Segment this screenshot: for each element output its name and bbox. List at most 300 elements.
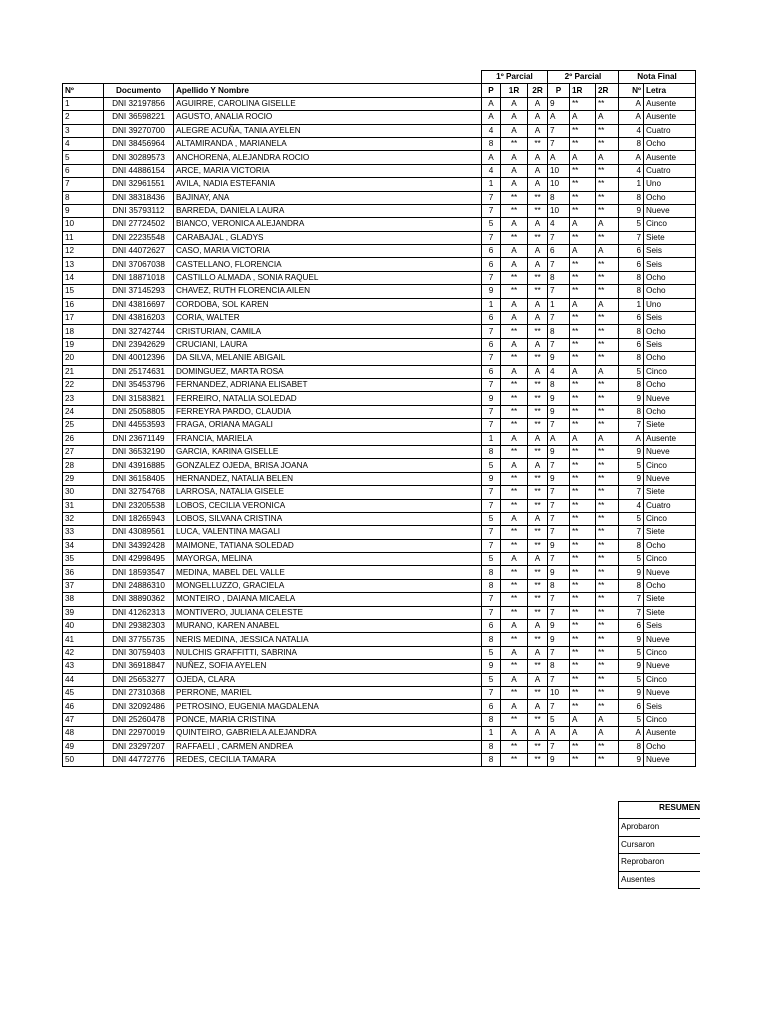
col-header-p2-1r: 1R bbox=[570, 84, 596, 97]
table-row bbox=[63, 124, 696, 137]
documento-cell: DNI 35453796 bbox=[104, 378, 174, 391]
row-number: 38 bbox=[63, 593, 104, 606]
p2-p-cell: 8 bbox=[548, 378, 570, 391]
p2-2r-cell: ** bbox=[596, 164, 619, 177]
p1-1r-cell: ** bbox=[501, 285, 528, 298]
p1-1r-cell: A bbox=[501, 111, 528, 124]
table-row bbox=[63, 633, 696, 646]
p1-2r-cell: ** bbox=[528, 526, 548, 539]
nombre-cell: AGUIRRE, CAROLINA GISELLE bbox=[174, 97, 482, 110]
p1-1r-cell: A bbox=[501, 365, 528, 378]
p2-p-cell: 4 bbox=[548, 365, 570, 378]
p1-p-cell: 7 bbox=[482, 593, 501, 606]
nombre-cell: ALTAMIRANDA , MARIANELA bbox=[174, 137, 482, 150]
nota-numero-cell: 6 bbox=[619, 245, 644, 258]
documento-cell: DNI 30289573 bbox=[104, 151, 174, 164]
p1-p-cell: 4 bbox=[482, 124, 501, 137]
p2-1r-cell: ** bbox=[570, 445, 596, 458]
col-header-nombre: Apellido Y Nombre bbox=[174, 84, 482, 97]
p2-p-cell: 7 bbox=[548, 338, 570, 351]
col-header-documento: Documento bbox=[104, 84, 174, 97]
p1-1r-cell: ** bbox=[501, 633, 528, 646]
group-header-row bbox=[63, 71, 696, 84]
p1-p-cell: 6 bbox=[482, 258, 501, 271]
p1-p-cell: 5 bbox=[482, 553, 501, 566]
table-row bbox=[63, 325, 696, 338]
nota-numero-cell: 5 bbox=[619, 512, 644, 525]
p2-p-cell: 7 bbox=[548, 606, 570, 619]
p2-1r-cell: ** bbox=[570, 660, 596, 673]
documento-cell: DNI 30759403 bbox=[104, 646, 174, 659]
p2-2r-cell: ** bbox=[596, 593, 619, 606]
p1-2r-cell: A bbox=[528, 97, 548, 110]
p2-p-cell: 7 bbox=[548, 137, 570, 150]
p2-1r-cell: ** bbox=[570, 646, 596, 659]
p2-p-cell: 7 bbox=[548, 285, 570, 298]
p1-2r-cell: ** bbox=[528, 753, 548, 766]
row-number: 49 bbox=[63, 740, 104, 753]
p2-2r-cell: ** bbox=[596, 137, 619, 150]
table-row bbox=[63, 700, 696, 713]
p2-2r-cell: ** bbox=[596, 553, 619, 566]
nombre-cell: NUÑEZ, SOFIA AYELEN bbox=[174, 660, 482, 673]
p1-2r-cell: A bbox=[528, 727, 548, 740]
documento-cell: DNI 37755735 bbox=[104, 633, 174, 646]
p1-2r-cell: ** bbox=[528, 593, 548, 606]
p2-2r-cell: ** bbox=[596, 271, 619, 284]
nota-numero-cell: 5 bbox=[619, 459, 644, 472]
nombre-cell: MAYORGA, MELINA bbox=[174, 553, 482, 566]
documento-cell: DNI 29382303 bbox=[104, 620, 174, 633]
row-number: 44 bbox=[63, 673, 104, 686]
p2-1r-cell: ** bbox=[570, 606, 596, 619]
nota-numero-cell: 1 bbox=[619, 298, 644, 311]
p2-1r-cell: A bbox=[570, 727, 596, 740]
table-row bbox=[63, 486, 696, 499]
grades-table bbox=[62, 70, 696, 767]
nota-numero-cell: 8 bbox=[619, 579, 644, 592]
nota-numero-cell: 5 bbox=[619, 713, 644, 726]
p1-2r-cell: A bbox=[528, 673, 548, 686]
p1-p-cell: 7 bbox=[482, 352, 501, 365]
p1-1r-cell: A bbox=[501, 673, 528, 686]
p2-p-cell: 7 bbox=[548, 553, 570, 566]
p2-1r-cell: ** bbox=[570, 620, 596, 633]
nota-letra-cell: Nueve bbox=[644, 686, 696, 699]
p2-1r-cell: ** bbox=[570, 164, 596, 177]
nota-numero-cell: A bbox=[619, 151, 644, 164]
nota-numero-cell: 8 bbox=[619, 352, 644, 365]
nota-numero-cell: 9 bbox=[619, 753, 644, 766]
p1-2r-cell: ** bbox=[528, 566, 548, 579]
documento-cell: DNI 32742744 bbox=[104, 325, 174, 338]
p1-1r-cell: A bbox=[501, 553, 528, 566]
p2-p-cell: 7 bbox=[548, 512, 570, 525]
documento-cell: DNI 24886310 bbox=[104, 579, 174, 592]
p1-1r-cell: ** bbox=[501, 191, 528, 204]
table-row bbox=[63, 499, 696, 512]
p2-1r-cell: ** bbox=[570, 285, 596, 298]
p2-2r-cell: ** bbox=[596, 700, 619, 713]
p2-p-cell: 10 bbox=[548, 686, 570, 699]
table-row bbox=[63, 365, 696, 378]
summary-aprobaron: Aprobaron bbox=[618, 818, 700, 836]
p2-2r-cell: ** bbox=[596, 204, 619, 217]
p1-1r-cell: ** bbox=[501, 526, 528, 539]
p2-2r-cell: ** bbox=[596, 486, 619, 499]
documento-cell: DNI 27310368 bbox=[104, 686, 174, 699]
p1-p-cell: A bbox=[482, 111, 501, 124]
documento-cell: DNI 18265943 bbox=[104, 512, 174, 525]
nota-letra-cell: Seis bbox=[644, 620, 696, 633]
documento-cell: DNI 39270700 bbox=[104, 124, 174, 137]
p1-p-cell: 8 bbox=[482, 137, 501, 150]
nota-letra-cell: Uno bbox=[644, 298, 696, 311]
nota-numero-cell: A bbox=[619, 727, 644, 740]
p2-2r-cell: ** bbox=[596, 419, 619, 432]
p1-p-cell: 7 bbox=[482, 499, 501, 512]
column-header-row bbox=[63, 84, 696, 97]
table-row bbox=[63, 338, 696, 351]
table-row bbox=[63, 312, 696, 325]
p1-p-cell: 6 bbox=[482, 620, 501, 633]
table-row bbox=[63, 204, 696, 217]
nombre-cell: CASTELLANO, FLORENCIA bbox=[174, 258, 482, 271]
p1-1r-cell: A bbox=[501, 178, 528, 191]
documento-cell: DNI 38456964 bbox=[104, 137, 174, 150]
documento-cell: DNI 22235548 bbox=[104, 231, 174, 244]
row-number: 27 bbox=[63, 445, 104, 458]
table-row bbox=[63, 472, 696, 485]
col-header-p1-1r: 1R bbox=[501, 84, 528, 97]
p1-p-cell: 7 bbox=[482, 378, 501, 391]
p1-2r-cell: A bbox=[528, 178, 548, 191]
p2-2r-cell: ** bbox=[596, 312, 619, 325]
p1-1r-cell: ** bbox=[501, 325, 528, 338]
nombre-cell: NERIS MEDINA, JESSICA NATALIA bbox=[174, 633, 482, 646]
nombre-cell: CASO, MARIA VICTORIA bbox=[174, 245, 482, 258]
nota-letra-cell: Seis bbox=[644, 700, 696, 713]
documento-cell: DNI 31583821 bbox=[104, 392, 174, 405]
nota-letra-cell: Cinco bbox=[644, 646, 696, 659]
nota-numero-cell: 5 bbox=[619, 218, 644, 231]
p2-2r-cell: ** bbox=[596, 673, 619, 686]
row-number: 14 bbox=[63, 271, 104, 284]
p1-1r-cell: ** bbox=[501, 579, 528, 592]
p2-1r-cell: ** bbox=[570, 137, 596, 150]
nota-numero-cell: 9 bbox=[619, 660, 644, 673]
p1-2r-cell: A bbox=[528, 164, 548, 177]
documento-cell: DNI 36158405 bbox=[104, 472, 174, 485]
nombre-cell: OJEDA, CLARA bbox=[174, 673, 482, 686]
row-number: 5 bbox=[63, 151, 104, 164]
p2-p-cell: 7 bbox=[548, 673, 570, 686]
p1-1r-cell: ** bbox=[501, 593, 528, 606]
p2-2r-cell: ** bbox=[596, 378, 619, 391]
row-number: 22 bbox=[63, 378, 104, 391]
p1-1r-cell: ** bbox=[501, 566, 528, 579]
p1-p-cell: 8 bbox=[482, 445, 501, 458]
nota-numero-cell: 6 bbox=[619, 338, 644, 351]
p2-p-cell: 7 bbox=[548, 231, 570, 244]
table-row bbox=[63, 593, 696, 606]
p1-1r-cell: ** bbox=[501, 686, 528, 699]
p1-2r-cell: ** bbox=[528, 137, 548, 150]
table-row bbox=[63, 285, 696, 298]
p1-2r-cell: A bbox=[528, 512, 548, 525]
p1-2r-cell: ** bbox=[528, 713, 548, 726]
nota-numero-cell: 1 bbox=[619, 178, 644, 191]
nombre-cell: ANCHORENA, ALEJANDRA ROCIO bbox=[174, 151, 482, 164]
p2-1r-cell: ** bbox=[570, 740, 596, 753]
p1-p-cell: 7 bbox=[482, 405, 501, 418]
documento-cell: DNI 44886154 bbox=[104, 164, 174, 177]
row-number: 45 bbox=[63, 686, 104, 699]
table-row bbox=[63, 191, 696, 204]
nota-letra-cell: Siete bbox=[644, 419, 696, 432]
p1-2r-cell: A bbox=[528, 312, 548, 325]
nota-numero-cell: 6 bbox=[619, 620, 644, 633]
nota-letra-cell: Ocho bbox=[644, 579, 696, 592]
col-header-p1-2r: 2R bbox=[528, 84, 548, 97]
p2-2r-cell: A bbox=[596, 218, 619, 231]
nombre-cell: REDES, CECILIA TAMARA bbox=[174, 753, 482, 766]
nombre-cell: HERNANDEZ, NATALIA BELEN bbox=[174, 472, 482, 485]
p2-1r-cell: A bbox=[570, 151, 596, 164]
p1-p-cell: 7 bbox=[482, 191, 501, 204]
p2-p-cell: 7 bbox=[548, 499, 570, 512]
nota-numero-cell: 9 bbox=[619, 566, 644, 579]
p2-2r-cell: ** bbox=[596, 740, 619, 753]
nota-letra-cell: Siete bbox=[644, 231, 696, 244]
p2-p-cell: 9 bbox=[548, 405, 570, 418]
p2-2r-cell: ** bbox=[596, 499, 619, 512]
p2-2r-cell: A bbox=[596, 432, 619, 445]
nota-letra-cell: Ocho bbox=[644, 285, 696, 298]
p1-2r-cell: ** bbox=[528, 472, 548, 485]
row-number: 1 bbox=[63, 97, 104, 110]
p1-2r-cell: A bbox=[528, 111, 548, 124]
documento-cell: DNI 25653277 bbox=[104, 673, 174, 686]
p2-p-cell: 8 bbox=[548, 271, 570, 284]
table-row bbox=[63, 539, 696, 552]
nota-letra-cell: Seis bbox=[644, 258, 696, 271]
p1-1r-cell: A bbox=[501, 727, 528, 740]
p1-1r-cell: ** bbox=[501, 271, 528, 284]
p2-2r-cell: ** bbox=[596, 191, 619, 204]
p1-2r-cell: A bbox=[528, 553, 548, 566]
p1-1r-cell: A bbox=[501, 218, 528, 231]
p2-2r-cell: ** bbox=[596, 97, 619, 110]
row-number: 34 bbox=[63, 539, 104, 552]
col-header-numero: Nº bbox=[63, 84, 104, 97]
nota-numero-cell: 8 bbox=[619, 191, 644, 204]
nota-letra-cell: Nueve bbox=[644, 566, 696, 579]
p1-1r-cell: ** bbox=[501, 713, 528, 726]
group-2-parcial: 2º Parcial bbox=[548, 71, 619, 84]
p1-2r-cell: ** bbox=[528, 352, 548, 365]
documento-cell: DNI 40012396 bbox=[104, 352, 174, 365]
table-row bbox=[63, 512, 696, 525]
p2-2r-cell: ** bbox=[596, 178, 619, 191]
nota-numero-cell: 8 bbox=[619, 740, 644, 753]
p2-p-cell: 9 bbox=[548, 392, 570, 405]
p1-1r-cell: A bbox=[501, 512, 528, 525]
p2-p-cell: 9 bbox=[548, 620, 570, 633]
documento-cell: DNI 18871018 bbox=[104, 271, 174, 284]
row-number: 26 bbox=[63, 432, 104, 445]
p2-p-cell: A bbox=[548, 151, 570, 164]
p1-2r-cell: A bbox=[528, 646, 548, 659]
p1-p-cell: 9 bbox=[482, 285, 501, 298]
nota-numero-cell: 4 bbox=[619, 164, 644, 177]
documento-cell: DNI 25174631 bbox=[104, 365, 174, 378]
p1-2r-cell: A bbox=[528, 151, 548, 164]
p2-2r-cell: ** bbox=[596, 512, 619, 525]
table-row bbox=[63, 713, 696, 726]
p1-1r-cell: ** bbox=[501, 660, 528, 673]
table-row bbox=[63, 392, 696, 405]
p2-p-cell: 10 bbox=[548, 204, 570, 217]
row-number: 31 bbox=[63, 499, 104, 512]
nombre-cell: MAIMONE, TATIANA SOLEDAD bbox=[174, 539, 482, 552]
p1-2r-cell: ** bbox=[528, 686, 548, 699]
nota-numero-cell: 8 bbox=[619, 271, 644, 284]
p1-p-cell: A bbox=[482, 97, 501, 110]
nombre-cell: FERREYRA PARDO, CLAUDIA bbox=[174, 405, 482, 418]
p2-p-cell: 7 bbox=[548, 526, 570, 539]
p1-p-cell: 5 bbox=[482, 459, 501, 472]
nombre-cell: BAJINAY, ANA bbox=[174, 191, 482, 204]
row-number: 50 bbox=[63, 753, 104, 766]
p2-2r-cell: ** bbox=[596, 445, 619, 458]
p1-2r-cell: ** bbox=[528, 325, 548, 338]
nombre-cell: GARCIA, KARINA GISELLE bbox=[174, 445, 482, 458]
p1-p-cell: 4 bbox=[482, 164, 501, 177]
table-row bbox=[63, 405, 696, 418]
p2-p-cell: 9 bbox=[548, 633, 570, 646]
documento-cell: DNI 25260478 bbox=[104, 713, 174, 726]
documento-cell: DNI 43816697 bbox=[104, 298, 174, 311]
p2-p-cell: 7 bbox=[548, 740, 570, 753]
p1-2r-cell: ** bbox=[528, 392, 548, 405]
nota-letra-cell: Nueve bbox=[644, 660, 696, 673]
p1-2r-cell: A bbox=[528, 700, 548, 713]
table-row bbox=[63, 432, 696, 445]
p2-2r-cell: ** bbox=[596, 352, 619, 365]
col-header-p2-p: P bbox=[548, 84, 570, 97]
row-number: 28 bbox=[63, 459, 104, 472]
p2-p-cell: 7 bbox=[548, 646, 570, 659]
nota-numero-cell: 4 bbox=[619, 499, 644, 512]
documento-cell: DNI 34392428 bbox=[104, 539, 174, 552]
documento-cell: DNI 37145293 bbox=[104, 285, 174, 298]
p2-2r-cell: ** bbox=[596, 338, 619, 351]
nota-letra-cell: Ocho bbox=[644, 191, 696, 204]
p2-1r-cell: A bbox=[570, 218, 596, 231]
p2-p-cell: 7 bbox=[548, 593, 570, 606]
p1-1r-cell: A bbox=[501, 459, 528, 472]
row-number: 23 bbox=[63, 392, 104, 405]
documento-cell: DNI 35793112 bbox=[104, 204, 174, 217]
nota-letra-cell: Ausente bbox=[644, 111, 696, 124]
p2-1r-cell: A bbox=[570, 365, 596, 378]
nota-numero-cell: 7 bbox=[619, 606, 644, 619]
p2-1r-cell: ** bbox=[570, 539, 596, 552]
p2-p-cell: 7 bbox=[548, 419, 570, 432]
documento-cell: DNI 32197856 bbox=[104, 97, 174, 110]
nombre-cell: FERNANDEZ, ADRIANA ELISABET bbox=[174, 378, 482, 391]
nota-letra-cell: Siete bbox=[644, 606, 696, 619]
documento-cell: DNI 32961551 bbox=[104, 178, 174, 191]
table-row bbox=[63, 164, 696, 177]
documento-cell: DNI 27724502 bbox=[104, 218, 174, 231]
nota-numero-cell: A bbox=[619, 97, 644, 110]
p2-1r-cell: ** bbox=[570, 419, 596, 432]
table-row bbox=[63, 378, 696, 391]
nombre-cell: FERREIRO, NATALIA SOLEDAD bbox=[174, 392, 482, 405]
nombre-cell: DOMINGUEZ, MARTA ROSA bbox=[174, 365, 482, 378]
p2-1r-cell: A bbox=[570, 245, 596, 258]
nombre-cell: ARCE, MARIA VICTORIA bbox=[174, 164, 482, 177]
p1-p-cell: 1 bbox=[482, 298, 501, 311]
p1-p-cell: 8 bbox=[482, 740, 501, 753]
nota-letra-cell: Seis bbox=[644, 312, 696, 325]
p1-1r-cell: ** bbox=[501, 753, 528, 766]
table-row bbox=[63, 660, 696, 673]
nombre-cell: NULCHIS GRAFFITTI, SABRINA bbox=[174, 646, 482, 659]
p2-p-cell: 6 bbox=[548, 245, 570, 258]
p2-1r-cell: ** bbox=[570, 178, 596, 191]
nota-letra-cell: Ocho bbox=[644, 740, 696, 753]
p2-p-cell: 7 bbox=[548, 486, 570, 499]
p1-p-cell: 7 bbox=[482, 606, 501, 619]
col-header-p2-2r: 2R bbox=[596, 84, 619, 97]
p2-2r-cell: A bbox=[596, 245, 619, 258]
p1-2r-cell: ** bbox=[528, 633, 548, 646]
nota-letra-cell: Cinco bbox=[644, 365, 696, 378]
nota-letra-cell: Ocho bbox=[644, 539, 696, 552]
p2-2r-cell: ** bbox=[596, 258, 619, 271]
nota-letra-cell: Nueve bbox=[644, 633, 696, 646]
p1-1r-cell: A bbox=[501, 298, 528, 311]
p2-p-cell: A bbox=[548, 432, 570, 445]
nota-numero-cell: 5 bbox=[619, 553, 644, 566]
p1-2r-cell: ** bbox=[528, 740, 548, 753]
row-number: 18 bbox=[63, 325, 104, 338]
documento-cell: DNI 43089561 bbox=[104, 526, 174, 539]
nota-numero-cell: 4 bbox=[619, 124, 644, 137]
p2-2r-cell: ** bbox=[596, 633, 619, 646]
nota-letra-cell: Ausente bbox=[644, 432, 696, 445]
p2-1r-cell: ** bbox=[570, 673, 596, 686]
nota-letra-cell: Cinco bbox=[644, 512, 696, 525]
table-row bbox=[63, 553, 696, 566]
row-number: 4 bbox=[63, 137, 104, 150]
p1-2r-cell: A bbox=[528, 124, 548, 137]
p2-1r-cell: ** bbox=[570, 258, 596, 271]
p2-1r-cell: ** bbox=[570, 392, 596, 405]
documento-cell: DNI 23671149 bbox=[104, 432, 174, 445]
p1-1r-cell: A bbox=[501, 646, 528, 659]
nombre-cell: PONCE, MARIA CRISTINA bbox=[174, 713, 482, 726]
p1-1r-cell: ** bbox=[501, 472, 528, 485]
p1-p-cell: 8 bbox=[482, 566, 501, 579]
p1-2r-cell: A bbox=[528, 432, 548, 445]
p1-1r-cell: ** bbox=[501, 606, 528, 619]
p2-2r-cell: ** bbox=[596, 753, 619, 766]
nota-letra-cell: Ocho bbox=[644, 352, 696, 365]
